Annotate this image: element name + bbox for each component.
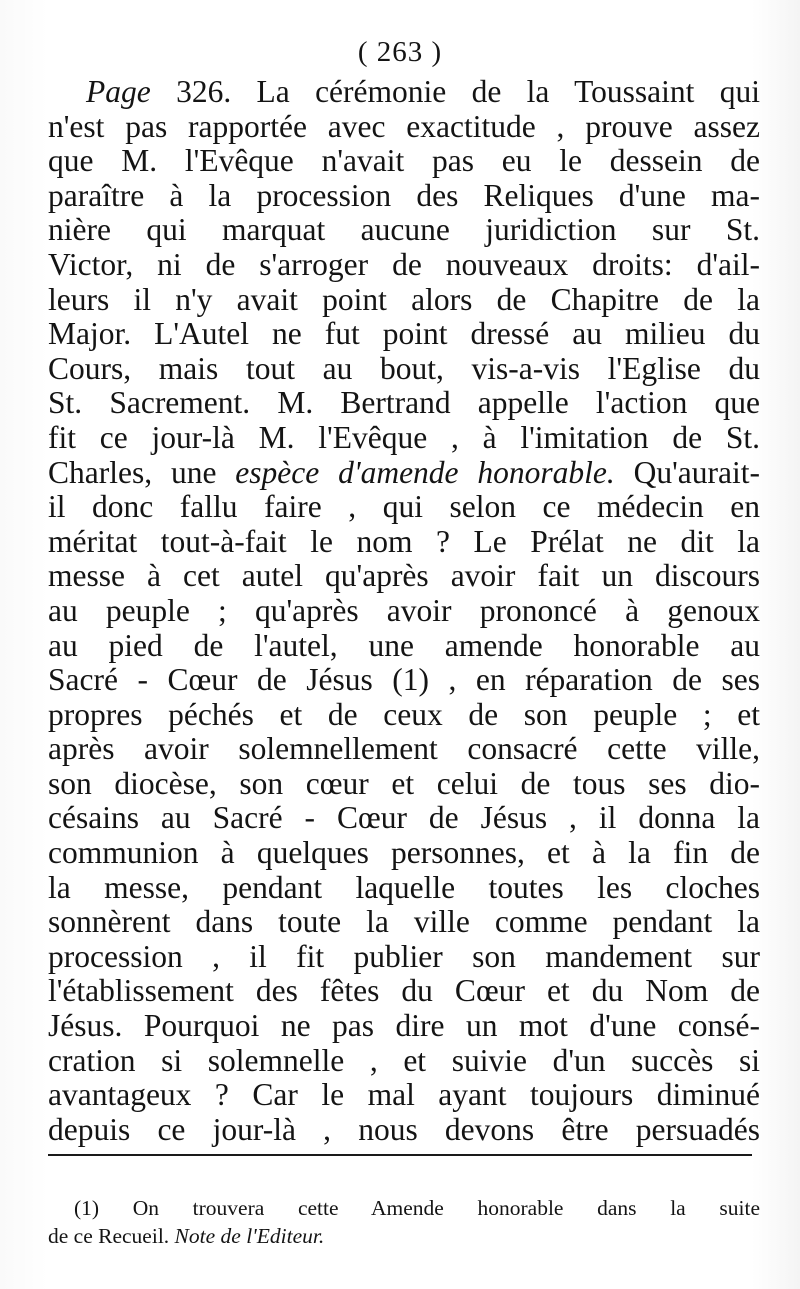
editor-note: Note de l'Editeur. <box>174 1224 325 1248</box>
text-segment: sonnèrent dans toute la ville comme pendant la <box>48 904 760 940</box>
text-segment: la messe, pendant laquelle toutes les cloches <box>48 869 760 905</box>
text-line <box>48 698 760 733</box>
footnote-text: de ce Recueil. <box>48 1224 175 1248</box>
text-line <box>48 1113 760 1148</box>
text-line <box>48 559 760 594</box>
text-segment: paraître à la procession des Reliques d'une ma- <box>48 177 760 213</box>
text-line <box>48 144 760 179</box>
page-number: ( 263 ) <box>357 36 443 68</box>
text-segment: césains au Sacré - Cœur de Jésus , il donna la <box>48 800 760 836</box>
text-line <box>48 456 760 491</box>
text-line <box>48 352 760 387</box>
text-line <box>48 490 760 525</box>
text-segment: leurs il n'y avait point alors de Chapitre de la <box>48 281 760 317</box>
text-segment: St. Sacrement. M. Bertrand appelle l'action que <box>48 385 760 421</box>
text-line <box>48 905 760 940</box>
text-segment: nière qui marquat aucune juridiction sur St. <box>48 212 760 248</box>
text-line <box>48 1078 760 1113</box>
text-line <box>48 110 760 145</box>
text-segment: Qu'aurait- <box>614 454 760 490</box>
footnote-line: (1) On trouvera cette Amende honorable dans la suite <box>74 1196 760 1220</box>
text-segment: Sacré - Cœur de Jésus (1) , en réparation de ses <box>48 662 760 698</box>
text-segment: son diocèse, son cœur et celui de tous ses dio- <box>48 765 760 801</box>
text-line <box>48 801 760 836</box>
text-segment: n'est pas rapportée avec exactitude , prouve assez <box>48 108 760 144</box>
text-line <box>48 1009 760 1044</box>
footnote-separator-rule <box>48 1154 752 1156</box>
text-line <box>48 421 760 456</box>
text-segment: au pied de l'autel, une amende honorable au <box>48 627 760 663</box>
text-segment: Jésus. Pourquoi ne pas dire un mot d'une consé- <box>48 1008 760 1044</box>
text-line <box>48 179 760 214</box>
italic-text: espèce d'amende honorable. <box>235 454 615 490</box>
text-segment: que M. l'Evêque n'avait pas eu le dessein de <box>48 143 760 179</box>
text-segment: après avoir solemnellement consacré cette ville, <box>48 731 760 767</box>
text-line <box>48 732 760 767</box>
text-line <box>48 75 760 110</box>
text-line <box>48 1044 760 1079</box>
footnote-line <box>48 1222 760 1250</box>
text-line <box>48 386 760 421</box>
text-line <box>48 213 760 248</box>
text-line <box>48 871 760 906</box>
italic-text: Page <box>86 74 151 109</box>
text-segment: propres péchés et de ceux de son peuple ; et <box>48 696 760 732</box>
text-segment: communion à quelques personnes, et à la fin de <box>48 835 760 871</box>
text-segment: méritat tout-à-fait le nom ? Le Prélat ne dit la <box>48 523 760 559</box>
text-line <box>48 629 760 664</box>
body-text <box>48 75 760 1147</box>
text-segment: Major. L'Autel ne fut point dressé au milieu du <box>48 316 760 352</box>
text-segment: fit ce jour-là M. l'Evêque , à l'imitation de St. <box>48 419 760 455</box>
text-segment: Victor, ni de s'arroger de nouveaux droits: d'ail- <box>48 246 760 282</box>
text-line <box>48 248 760 283</box>
text-segment: au peuple ; qu'après avoir prononcé à genoux <box>48 592 760 628</box>
text-segment: 326. La cérémonie de la Toussaint qui <box>150 74 760 109</box>
text-line <box>48 940 760 975</box>
text-segment: il donc fallu faire , qui selon ce médecin en <box>48 489 760 525</box>
text-line <box>48 525 760 560</box>
text-segment: Charles, une <box>48 454 236 490</box>
text-segment: avantageux ? Car le mal ayant toujours diminué <box>48 1077 760 1113</box>
text-line <box>48 663 760 698</box>
footnote <box>48 1194 760 1250</box>
text-segment: procession , il fit publier son mandement sur <box>48 938 760 974</box>
text-line <box>48 594 760 629</box>
text-segment: Cours, mais tout au bout, vis-a-vis l'Eglise du <box>48 350 760 386</box>
text-segment: cration si solemnelle , et suivie d'un succès si <box>48 1042 760 1078</box>
text-line <box>48 836 760 871</box>
text-line <box>48 974 760 1009</box>
text-line <box>48 283 760 318</box>
text-segment: l'établissement des fêtes du Cœur et du Nom de <box>48 973 760 1009</box>
text-segment: messe à cet autel qu'après avoir fait un discours <box>48 558 760 594</box>
text-line <box>48 767 760 802</box>
text-line <box>48 317 760 352</box>
text-segment: depuis ce jour-là , nous devons être persuadés <box>48 1111 760 1147</box>
